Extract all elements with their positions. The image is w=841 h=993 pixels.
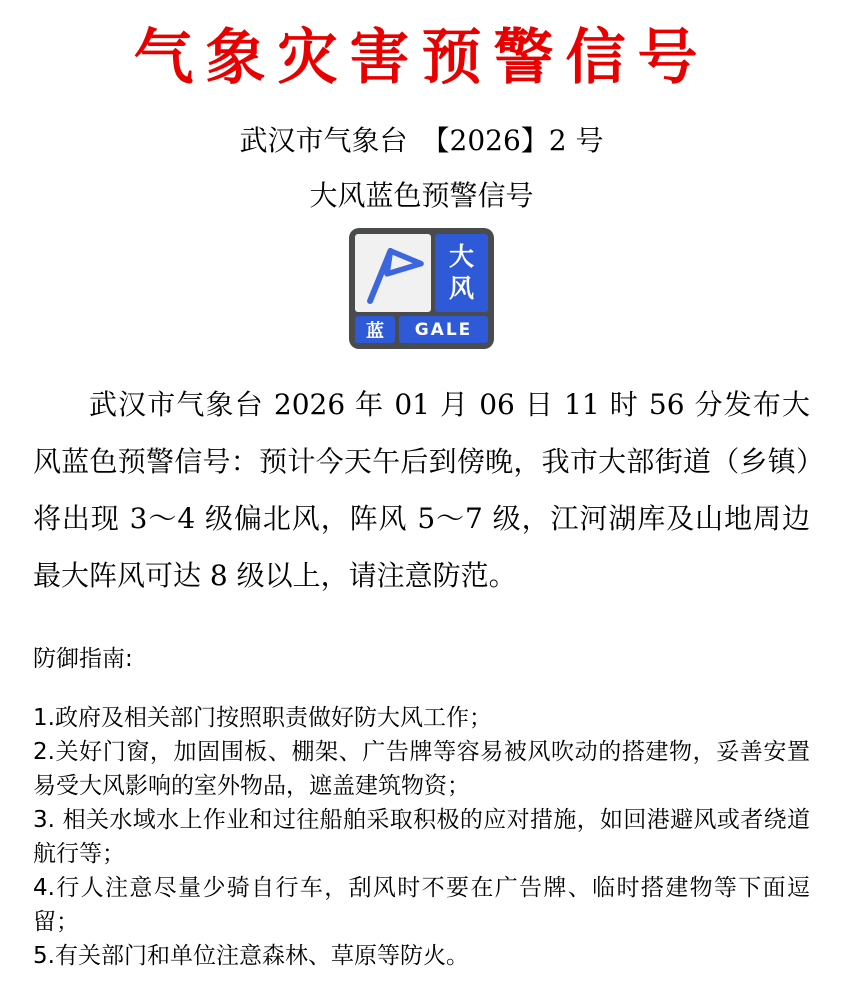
warning-badge-bottom-row xyxy=(355,316,488,343)
warning-body-paragraph: 武汉市气象台 2026 年 01 月 06 日 11 时 56 分发布大风蓝色预警信号：预计今天午后到傍晚，我市大部街道（乡镇）将出现 3～4 级偏北风，阵风 5～7 级，江河湖库及山地周边最大阵风可达 8 级以上，请注意防范。 xyxy=(33,388,810,592)
warning-icon-container xyxy=(33,228,810,349)
warning-type-char-2: 风 xyxy=(448,274,474,303)
guideline-item: 5.有关部门和单位注意森林、草原等防火。 xyxy=(33,943,469,969)
guidelines-heading: 防御指南: xyxy=(33,646,133,672)
warning-document xyxy=(0,12,841,993)
guideline-item: 1.政府及相关部门按照职责做好防大风工作； xyxy=(33,705,492,731)
guideline-item: 2.关好门窗，加固围板、棚架、广告牌等容易被风吹动的搭建物，妥善安置易受大风影响的室外物品，遮盖建筑物资； xyxy=(33,739,810,799)
defense-guidelines xyxy=(33,644,810,973)
warning-badge-top-row xyxy=(355,234,488,312)
warning-type-label-en: GALE xyxy=(399,316,488,343)
warning-type-label xyxy=(435,234,488,312)
guideline-item: 3. 相关水域水上作业和过往船舶采取积极的应对措施，如回港避风或者绕道航行等； xyxy=(33,807,810,867)
gale-blue-warning-badge xyxy=(349,228,494,349)
signal-name: 大风蓝色预警信号 xyxy=(309,179,534,212)
wind-flag-icon xyxy=(355,234,431,312)
guideline-item: 4.行人注意尽量少骑自行车，刮风时不要在广告牌、临时搭建物等下面逗留； xyxy=(33,875,810,935)
warning-level-label: 蓝 xyxy=(355,316,395,343)
warning-type-char-1: 大 xyxy=(448,241,474,271)
page-title: 气象灾害预警信号 xyxy=(133,23,710,93)
issuer-line: 武汉市气象台 【2026】2 号 xyxy=(239,124,604,157)
